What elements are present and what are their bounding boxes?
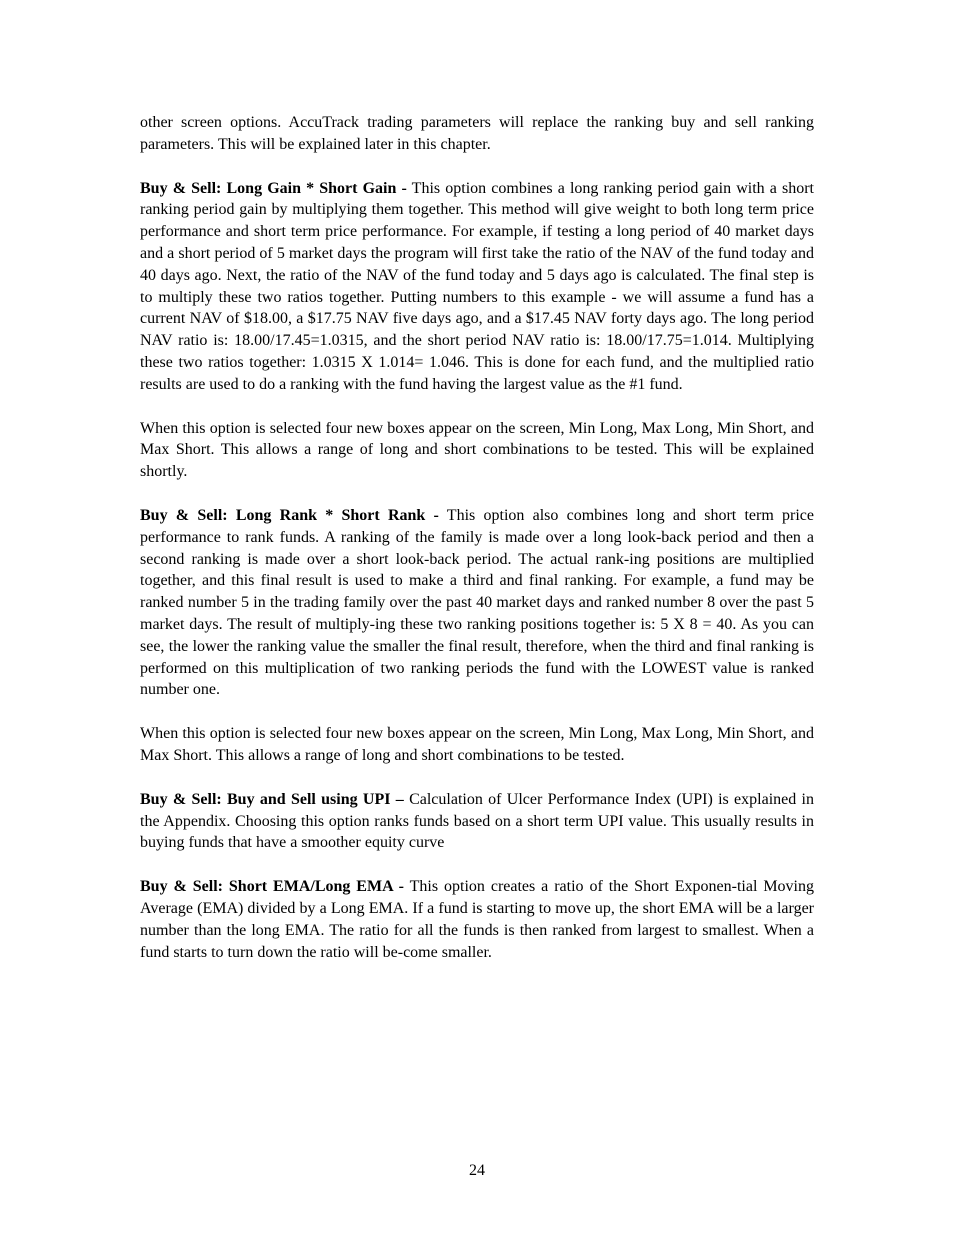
paragraph-long-rank-short-rank	[140, 505, 814, 701]
paragraph-text: When this option is selected four new boxes appear on the screen, Min Long, Max Long, Min Short, and Max Short. This allows a range of long and short combinations to be tested.	[140, 725, 814, 764]
paragraph-text: This option creates a ratio of the Short Exponen-tial Moving Average (EMA) divided by a Long EMA. If a fund is starting to move up, the short EMA will be a larger number than the long EMA. The ratio for all the funds is then ranked from largest to smallest. When a fund starts to turn down the ratio will be-come smaller.	[140, 878, 814, 961]
paragraph-intro-continuation	[140, 112, 814, 156]
document-body	[140, 112, 814, 985]
paragraph-text: other screen options. AccuTrack trading parameters will replace the ranking buy and sell ranking parameters. This will be explained later in this chapter.	[140, 114, 814, 153]
paragraph-heading: Buy & Sell: Short EMA/Long EMA -	[140, 878, 405, 896]
paragraph-text: This option combines a long ranking period gain with a short ranking period gain by multiplying them together. This method will give weight to both long term price performance and short term price performance. For ex​ample, if testing a long period of 40 market days and a short period of 5 market days the program will first take the ratio of the NAV of the fund today and 40 days ago. Next, the ratio of the NAV of the fund today and 5 days ago is calculated. The final step is to mul​tiply these two ratios together. Putting numbers to this example - we will assume a fund has a current NAV of $18.00, a $17.75 NAV five days ago, and a $17.45 NAV forty days ago. The long period NAV ratio is: 18.00/17.45=1.0315, and the short period NAV ratio is: 18.00/17.75=1.014. Multiplying these two ratios together: 1.0315 X 1.014= 1.046. This is done for each fund, and the multiplied ratio results are used to do a ranking with the fund having the largest value as the #1 fund.	[140, 179, 814, 393]
paragraph-heading: Buy & Sell: Buy and Sell using UPI –	[140, 790, 404, 808]
paragraph-rank-boxes-note	[140, 723, 814, 767]
paragraph-upi	[140, 789, 814, 854]
paragraph-text: This option also combines long and short term price performance to rank funds. A ranking of the family is made over a long look-back period and then a second ranking is made over a short look-back period. The actual rank-ing positions are multiplied together, and this final result is used to make a third and final ranking. For example, a fund may be ranked number 5 in the trading family over the past 40 market days and ranked number 8 over the past 5 market days. The result of multiply-ing these two ranking positions together is: 5 X 8 = 40. As you can see, the lower the ranking value the smaller the final result, therefore, when the third and final ranking is performed on this multiplication of two ranking periods the fund with the LOWEST value is ranked number one.	[140, 506, 814, 699]
paragraph-text: When this option is selected four new boxes appear on the screen, Min Long, Max Long, Min Short, and Max Short. This allows a range of long and short combinations to be tested. This will be explained shortly.	[140, 419, 814, 481]
paragraph-gain-boxes-note	[140, 418, 814, 483]
page-number: 24	[469, 1162, 485, 1179]
paragraph-long-gain-short-gain	[140, 178, 814, 396]
paragraph-short-ema-long-ema	[140, 876, 814, 963]
paragraph-heading: Buy & Sell: Long Gain * Short Gain -	[140, 179, 407, 197]
paragraph-heading: Buy & Sell: Long Rank * Short Rank -	[140, 506, 439, 524]
paragraph-text: Calculation of Ulcer Performance Index (UPI) is explained in the Appendix. Choosing this option ranks funds based on a short term UPI value. This usually results in buying funds that have a smoother equity curve	[140, 790, 814, 852]
